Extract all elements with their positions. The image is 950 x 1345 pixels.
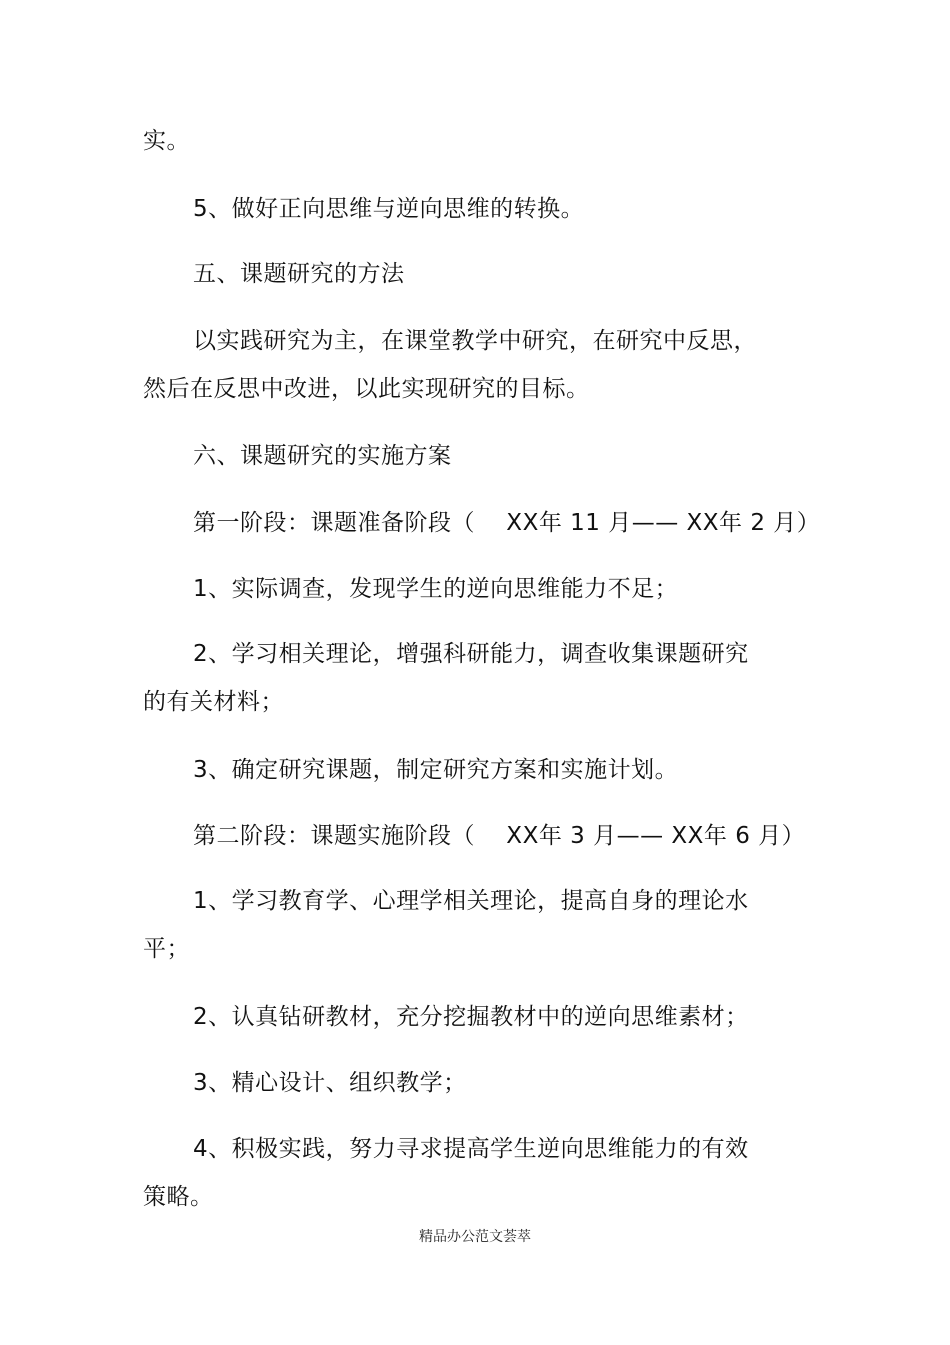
list-item-continuation: 平； — [143, 936, 190, 962]
list-item: 5、做好正向思维与逆向思维的转换。 — [193, 196, 585, 222]
paragraph-line: 以实践研究为主，在课堂教学中研究，在研究中反思， — [193, 328, 757, 354]
paragraph-line: 实。 — [143, 128, 190, 154]
list-item: 2、认真钻研教材，充分挖掘教材中的逆向思维素材； — [193, 1004, 749, 1030]
section-heading: 六、课题研究的实施方案 — [193, 443, 452, 469]
list-item: 2、学习相关理论，增强科研能力，调查收集课题研究 — [193, 641, 749, 667]
list-item: 3、精心设计、组织教学； — [193, 1070, 467, 1096]
phase-heading: 第一阶段：课题准备阶段（ XX年 11 月—— XX年 2 月） — [193, 510, 821, 536]
list-item: 1、实际调查，发现学生的逆向思维能力不足； — [193, 576, 679, 602]
list-item-continuation: 策略。 — [143, 1184, 214, 1210]
section-heading: 五、课题研究的方法 — [193, 261, 405, 287]
list-item: 1、学习教育学、心理学相关理论，提高自身的理论水 — [193, 888, 749, 914]
page-footer: 精品办公范文荟萃 — [419, 1229, 531, 1245]
phase-heading: 第二阶段：课题实施阶段（ XX年 3 月—— XX年 6 月） — [193, 823, 806, 849]
list-item: 3、确定研究课题，制定研究方案和实施计划。 — [193, 757, 679, 783]
list-item-continuation: 的有关材料； — [143, 689, 284, 715]
list-item: 4、积极实践，努力寻求提高学生逆向思维能力的有效 — [193, 1136, 749, 1162]
paragraph-line: 然后在反思中改进，以此实现研究的目标。 — [143, 376, 590, 402]
